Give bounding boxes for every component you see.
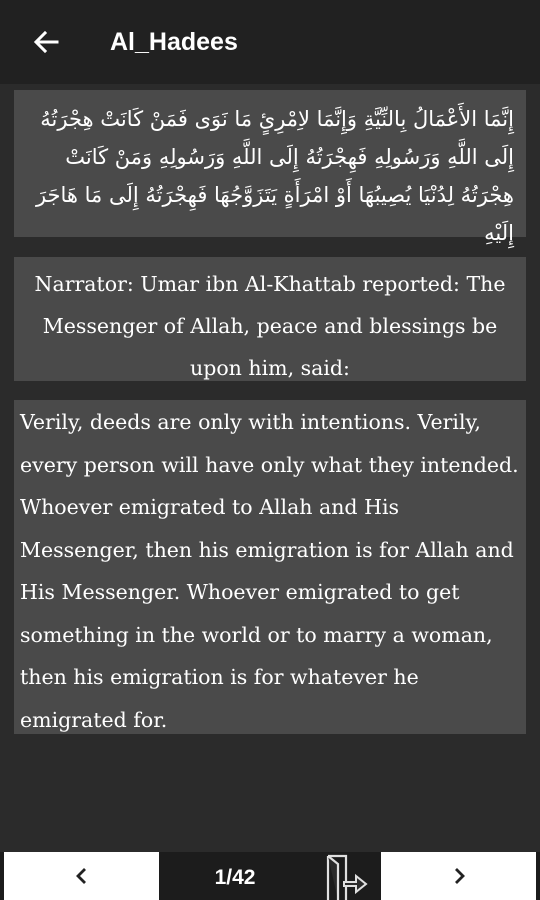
app-bar [0, 0, 540, 84]
next-hadith-button[interactable] [381, 852, 536, 900]
narrator-panel [14, 257, 526, 381]
translation-panel [14, 400, 526, 734]
page-title: Al_Hadees [110, 27, 238, 56]
chevron-left-icon [74, 866, 90, 886]
translation-text: Verily, deeds are only with intentions. Verily, every person will have only what they intended. Whoever emigrated to Allah and His Messenger, then his emigration is for Allah and His Messenger. Whoever emigrated to get something in the world or to marry a woman, then his emigration is for whatever he emigrated for. [20, 410, 519, 732]
back-button[interactable] [16, 12, 76, 72]
arrow-left-icon [32, 28, 60, 56]
previous-hadith-button[interactable] [4, 852, 159, 900]
hadith-counter: 1/42 [214, 866, 256, 889]
chevron-right-icon [451, 866, 467, 886]
narrator-text: Narrator: Umar ibn Al-Khattab reported: The Messenger of Allah, peace and blessings be upon him, said: [34, 272, 506, 380]
arabic-hadith-text: إِنَّمَا الأَعْمَالُ بِالنِّيَّةِ وَإِنَّمَا لاِمْرِئٍ مَا نَوَى فَمَنْ كَانَتْ هِجْرَتُهُ إِلَى اللَّهِ وَرَسُولِهِ فَهِجْرَتُهُ إِلَى اللَّهِ وَرَسُولِهِ وَمَنْ كَانَتْ هِجْرَتُهُ لِدُنْيَا يُصِيبُهَا أَوْ امْرَأَةٍ يَتَزَوَّجُهَا فَهِجْرَتُهُ إِلَى مَا هَاجَرَ إِلَيْهِ [35, 107, 514, 245]
exit-button[interactable] [318, 852, 372, 900]
exit-door-icon [320, 852, 370, 900]
arabic-text-panel [14, 90, 526, 245]
